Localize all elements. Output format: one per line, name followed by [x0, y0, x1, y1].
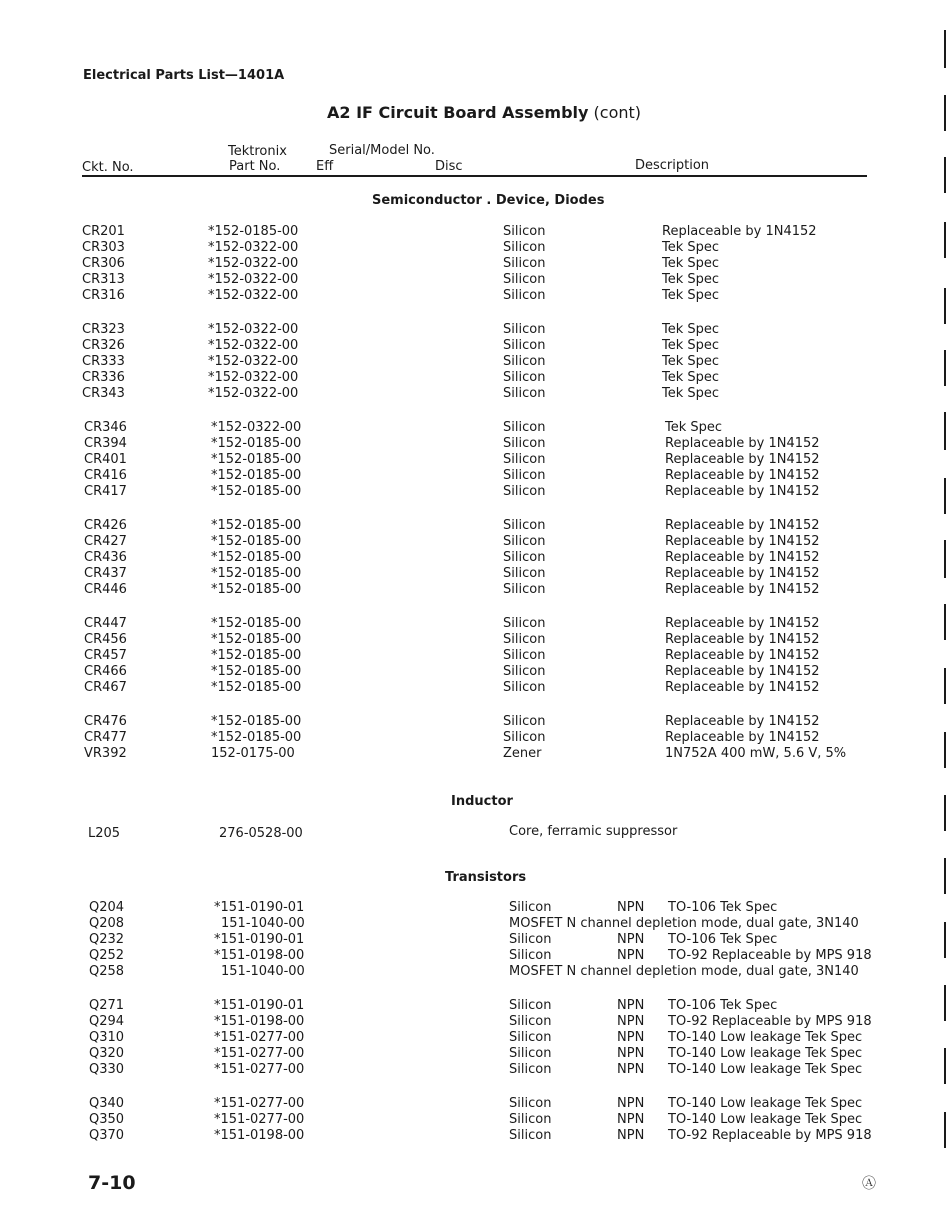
transistor-type: Silicon — [509, 932, 552, 947]
col-serial-model: Serial/Model No. — [329, 143, 435, 158]
diode-type: Silicon — [503, 452, 546, 467]
transistor-ckt: Q330 — [89, 1062, 125, 1077]
transistor-type: Silicon — [509, 998, 552, 1013]
transistor-polarity: NPN — [617, 948, 645, 963]
diode-part-no: *152-0322-00 — [211, 420, 302, 435]
diode-type: Silicon — [503, 616, 546, 631]
diode-part-no: *152-0185-00 — [211, 730, 302, 745]
diode-ckt: CR446 — [84, 582, 127, 597]
diode-type: Silicon — [503, 550, 546, 565]
transistor-ckt: Q208 — [89, 916, 125, 931]
edge-mark — [944, 95, 946, 131]
diode-description: Tek Spec — [665, 420, 723, 435]
diode-type: Silicon — [503, 436, 546, 451]
diode-ckt: CR477 — [84, 730, 127, 745]
diode-part-no: *152-0185-00 — [208, 224, 299, 239]
inductor-description: Core, ferramic suppressor — [509, 824, 678, 839]
diode-type: Silicon — [503, 370, 546, 385]
diode-part-no: *152-0185-00 — [211, 680, 302, 695]
diode-type: Silicon — [503, 256, 546, 271]
diode-type: Silicon — [503, 648, 546, 663]
section-title — [327, 103, 641, 122]
edge-mark — [944, 1112, 946, 1148]
diode-description: Replaceable by 1N4152 — [665, 632, 820, 647]
edge-mark — [944, 795, 946, 831]
page-number: 7-10 — [88, 1172, 136, 1194]
diode-ckt: CR466 — [84, 664, 127, 679]
diode-ckt: CR346 — [84, 420, 127, 435]
transistor-description: MOSFET N channel depletion mode, dual gate, 3N140 — [509, 916, 859, 931]
transistor-part-no: *151-0190-01 — [214, 932, 305, 947]
diode-ckt: CR323 — [82, 322, 125, 337]
diode-description: Replaceable by 1N4152 — [665, 730, 820, 745]
col-description: Description — [635, 158, 710, 173]
diode-part-no: *152-0322-00 — [208, 322, 299, 337]
transistor-polarity: NPN — [617, 1062, 645, 1077]
category-diodes: Semiconductor . Device, Diodes — [372, 193, 605, 208]
diode-part-no: *152-0185-00 — [211, 664, 302, 679]
diode-description: Replaceable by 1N4152 — [665, 680, 820, 695]
col-tektronix: Tektronix — [228, 144, 287, 159]
transistor-polarity: NPN — [617, 932, 645, 947]
transistor-polarity: NPN — [617, 998, 645, 1013]
diode-description: Tek Spec — [662, 322, 720, 337]
diode-type: Silicon — [503, 714, 546, 729]
transistor-type: Silicon — [509, 1096, 552, 1111]
transistor-part-no: *151-0277-00 — [214, 1096, 305, 1111]
diode-ckt: CR303 — [82, 240, 125, 255]
transistor-type: Silicon — [509, 1112, 552, 1127]
diode-type: Silicon — [503, 518, 546, 533]
diode-type: Silicon — [503, 484, 546, 499]
diode-ckt: CR457 — [84, 648, 127, 663]
diode-description: 1N752A 400 mW, 5.6 V, 5% — [665, 746, 847, 761]
edge-mark — [944, 222, 946, 258]
diode-type: Silicon — [503, 534, 546, 549]
transistor-polarity: NPN — [617, 1014, 645, 1029]
transistor-ckt: Q310 — [89, 1030, 125, 1045]
diode-type: Silicon — [503, 338, 546, 353]
diode-type: Silicon — [503, 632, 546, 647]
diode-ckt: CR467 — [84, 680, 127, 695]
diode-ckt: CR436 — [84, 550, 127, 565]
transistor-description: TO-106 Tek Spec — [668, 900, 778, 915]
diode-ckt: CR456 — [84, 632, 127, 647]
transistor-part-no: 151-1040-00 — [221, 964, 305, 979]
diode-description: Tek Spec — [662, 386, 720, 401]
diode-part-no: *152-0322-00 — [208, 354, 299, 369]
transistor-ckt: Q350 — [89, 1112, 125, 1127]
transistor-polarity: NPN — [617, 1046, 645, 1061]
diode-description: Tek Spec — [662, 370, 720, 385]
edge-mark — [944, 540, 946, 578]
transistor-ckt: Q340 — [89, 1096, 125, 1111]
diode-part-no: *152-0322-00 — [208, 272, 299, 287]
transistor-description: MOSFET N channel depletion mode, dual gate, 3N140 — [509, 964, 859, 979]
diode-part-no: *152-0322-00 — [208, 338, 299, 353]
diode-part-no: *152-0185-00 — [211, 648, 302, 663]
diode-type: Silicon — [503, 420, 546, 435]
diode-ckt: CR416 — [84, 468, 127, 483]
transistor-description: TO-92 Replaceable by MPS 918 — [668, 1128, 872, 1143]
diode-description: Tek Spec — [662, 240, 720, 255]
transistor-ckt: Q294 — [89, 1014, 125, 1029]
transistor-polarity: NPN — [617, 1030, 645, 1045]
edge-mark — [944, 30, 946, 68]
diode-ckt: CR447 — [84, 616, 127, 631]
diode-type: Silicon — [503, 288, 546, 303]
diode-type: Silicon — [503, 322, 546, 337]
diode-type: Silicon — [503, 354, 546, 369]
transistor-part-no: 151-1040-00 — [221, 916, 305, 931]
edge-mark — [944, 858, 946, 894]
diode-type: Silicon — [503, 386, 546, 401]
transistor-part-no: *151-0190-01 — [214, 900, 305, 915]
diode-description: Tek Spec — [662, 288, 720, 303]
diode-part-no: *152-0185-00 — [211, 436, 302, 451]
diode-ckt: CR476 — [84, 714, 127, 729]
diode-description: Tek Spec — [662, 338, 720, 353]
transistor-type: Silicon — [509, 1062, 552, 1077]
diode-ckt: CR336 — [82, 370, 125, 385]
diode-ckt: CR427 — [84, 534, 127, 549]
transistor-description: TO-92 Replaceable by MPS 918 — [668, 948, 872, 963]
transistor-type: Silicon — [509, 948, 552, 963]
transistor-ckt: Q252 — [89, 948, 125, 963]
edge-mark — [944, 1048, 946, 1084]
transistor-polarity: NPN — [617, 1112, 645, 1127]
transistor-description: TO-140 Low leakage Tek Spec — [668, 1062, 863, 1077]
edge-mark — [944, 985, 946, 1021]
diode-part-no: *152-0185-00 — [211, 484, 302, 499]
diode-ckt: CR333 — [82, 354, 125, 369]
diode-part-no: *152-0322-00 — [208, 240, 299, 255]
diode-description: Replaceable by 1N4152 — [665, 468, 820, 483]
diode-type: Silicon — [503, 240, 546, 255]
diode-description: Replaceable by 1N4152 — [665, 582, 820, 597]
diode-type: Silicon — [503, 582, 546, 597]
transistor-description: TO-106 Tek Spec — [668, 932, 778, 947]
category-inductor: Inductor — [451, 794, 513, 809]
diode-part-no: *152-0185-00 — [211, 632, 302, 647]
inductor-ckt: L205 — [88, 826, 121, 841]
diode-ckt: CR326 — [82, 338, 125, 353]
diode-description: Replaceable by 1N4152 — [665, 664, 820, 679]
transistor-part-no: *151-0277-00 — [214, 1030, 305, 1045]
col-eff: Eff — [316, 159, 334, 174]
diode-description: Replaceable by 1N4152 — [665, 648, 820, 663]
transistor-part-no: *151-0277-00 — [214, 1046, 305, 1061]
transistor-type: Silicon — [509, 1046, 552, 1061]
diode-ckt: CR306 — [82, 256, 125, 271]
transistor-description: TO-92 Replaceable by MPS 918 — [668, 1014, 872, 1029]
diode-ckt: CR201 — [82, 224, 125, 239]
diode-description: Tek Spec — [662, 272, 720, 287]
transistor-part-no: *151-0190-01 — [214, 998, 305, 1013]
edge-mark — [944, 604, 946, 640]
document-title: Electrical Parts List—1401A — [83, 68, 285, 83]
edge-mark — [944, 412, 946, 450]
diode-ckt: CR426 — [84, 518, 127, 533]
edge-mark — [944, 350, 946, 386]
edge-mark — [944, 157, 946, 193]
diode-description: Tek Spec — [662, 354, 720, 369]
transistor-ckt: Q232 — [89, 932, 125, 947]
transistor-part-no: *151-0277-00 — [214, 1062, 305, 1077]
diode-description: Replaceable by 1N4152 — [665, 534, 820, 549]
transistor-description: TO-140 Low leakage Tek Spec — [668, 1030, 863, 1045]
section-title-suffix: (cont) — [593, 103, 642, 122]
diode-part-no: *152-0185-00 — [211, 582, 302, 597]
category-transistors: Transistors — [445, 870, 527, 885]
transistor-type: Silicon — [509, 900, 552, 915]
section-title-main: A2 IF Circuit Board Assembly — [327, 103, 589, 122]
diode-part-no: 152-0175-00 — [211, 746, 295, 761]
diode-type: Silicon — [503, 730, 546, 745]
edge-mark — [944, 922, 946, 958]
diode-ckt: CR313 — [82, 272, 125, 287]
transistor-part-no: *151-0198-00 — [214, 948, 305, 963]
diode-description: Replaceable by 1N4152 — [665, 436, 820, 451]
diode-description: Replaceable by 1N4152 — [665, 452, 820, 467]
diode-part-no: *152-0185-00 — [211, 534, 302, 549]
diode-part-no: *152-0322-00 — [208, 256, 299, 271]
col-ckt-no: Ckt. No. — [82, 160, 134, 175]
transistor-type: Silicon — [509, 1128, 552, 1143]
diode-ckt: CR316 — [82, 288, 125, 303]
diode-description: Replaceable by 1N4152 — [665, 550, 820, 565]
diode-part-no: *152-0185-00 — [211, 518, 302, 533]
transistor-polarity: NPN — [617, 900, 645, 915]
transistor-type: Silicon — [509, 1014, 552, 1029]
edge-mark — [944, 668, 946, 704]
transistor-ckt: Q320 — [89, 1046, 125, 1061]
transistor-type: Silicon — [509, 1030, 552, 1045]
transistor-description: TO-140 Low leakage Tek Spec — [668, 1046, 863, 1061]
diode-part-no: *152-0322-00 — [208, 370, 299, 385]
transistor-ckt: Q370 — [89, 1128, 125, 1143]
transistor-ckt: Q258 — [89, 964, 125, 979]
col-part-no: Part No. — [229, 159, 281, 174]
edge-mark — [944, 478, 946, 514]
transistor-description: TO-140 Low leakage Tek Spec — [668, 1096, 863, 1111]
diode-part-no: *152-0185-00 — [211, 616, 302, 631]
header-rule — [82, 175, 867, 177]
diode-description: Replaceable by 1N4152 — [665, 714, 820, 729]
transistor-part-no: *151-0198-00 — [214, 1128, 305, 1143]
diode-type: Silicon — [503, 272, 546, 287]
transistor-part-no: *151-0198-00 — [214, 1014, 305, 1029]
transistor-polarity: NPN — [617, 1096, 645, 1111]
diode-type: Silicon — [503, 468, 546, 483]
diode-ckt: CR437 — [84, 566, 127, 581]
transistor-description: TO-106 Tek Spec — [668, 998, 778, 1013]
transistor-description: TO-140 Low leakage Tek Spec — [668, 1112, 863, 1127]
diode-type: Zener — [503, 746, 542, 761]
diode-ckt: VR392 — [84, 746, 127, 761]
edge-mark — [944, 288, 946, 324]
diode-description: Replaceable by 1N4152 — [662, 224, 817, 239]
diode-description: Replaceable by 1N4152 — [665, 484, 820, 499]
diode-type: Silicon — [503, 224, 546, 239]
diode-description: Replaceable by 1N4152 — [665, 616, 820, 631]
tektronix-mark: Ⓐ — [862, 1176, 876, 1192]
col-disc: Disc — [435, 159, 463, 174]
diode-ckt: CR417 — [84, 484, 127, 499]
transistor-polarity: NPN — [617, 1128, 645, 1143]
diode-part-no: *152-0185-00 — [211, 468, 302, 483]
diode-type: Silicon — [503, 680, 546, 695]
diode-part-no: *152-0322-00 — [208, 386, 299, 401]
diode-part-no: *152-0185-00 — [211, 550, 302, 565]
diode-ckt: CR401 — [84, 452, 127, 467]
diode-part-no: *152-0322-00 — [208, 288, 299, 303]
transistor-part-no: *151-0277-00 — [214, 1112, 305, 1127]
transistor-ckt: Q204 — [89, 900, 125, 915]
diode-ckt: CR343 — [82, 386, 125, 401]
diode-ckt: CR394 — [84, 436, 127, 451]
diode-type: Silicon — [503, 566, 546, 581]
diode-description: Replaceable by 1N4152 — [665, 518, 820, 533]
diode-part-no: *152-0185-00 — [211, 714, 302, 729]
edge-mark — [944, 732, 946, 768]
diode-description: Replaceable by 1N4152 — [665, 566, 820, 581]
diode-type: Silicon — [503, 664, 546, 679]
diode-part-no: *152-0185-00 — [211, 566, 302, 581]
inductor-part-no: 276-0528-00 — [219, 826, 303, 841]
diode-part-no: *152-0185-00 — [211, 452, 302, 467]
transistor-ckt: Q271 — [89, 998, 125, 1013]
diode-description: Tek Spec — [662, 256, 720, 271]
